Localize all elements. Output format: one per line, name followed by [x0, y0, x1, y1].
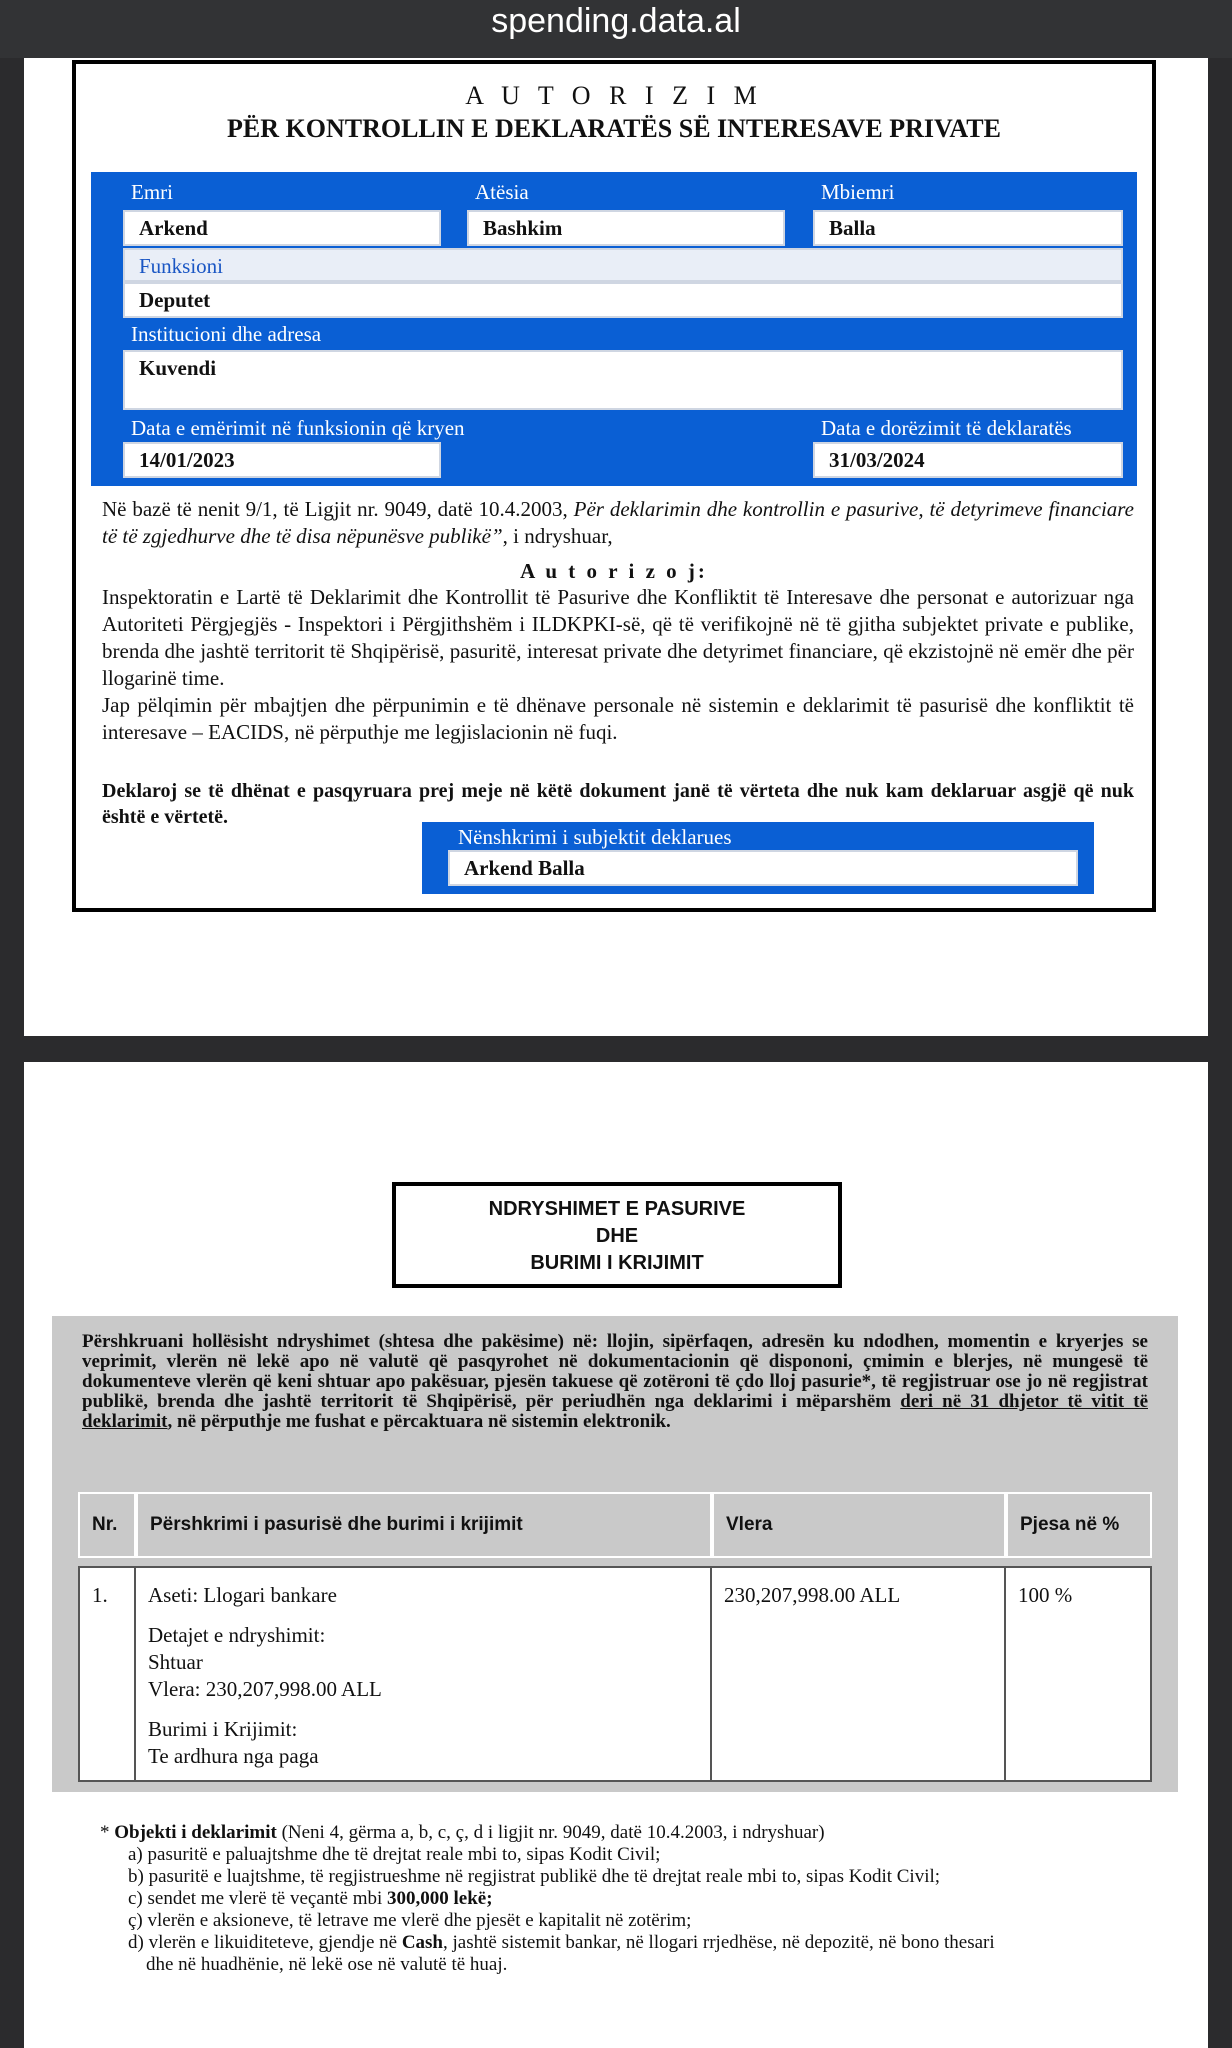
instructions-part-1: Përshkruani hollësisht ndryshimet (shtesa dhe pakësime) në: llojin, sipërfaqen, adresën ku ndodhen, momentin e kryerjes se veprimit, vlerën në lekë apo në valutë që pasqyrohet në dokumentacionin që dispononi, çmimin e blerjes, në mungesë të dokumenteve vlerën që keni shtuar apo pakësuar, pjesën takuese që zotëroni të çdo lloj pasurie*, të regjistruar ose jo në regjistrat publikë, brenda dhe jashtë territorit të Shqipërisë, për periudhën nga deklarimi i mëparshëm: [82, 1331, 1148, 1412]
row-description-cell: [136, 1568, 712, 1780]
surname-field: Balla: [813, 210, 1123, 246]
note-cc: ç) vlerën e aksioneve, të letrave me vlerë dhe pjesët e kapitalit në zotërim;: [128, 1910, 692, 1931]
row-share: 100 %: [1018, 1583, 1073, 1607]
changes-title-box: [392, 1182, 842, 1288]
changes-title-line-2: DHE: [595, 1225, 639, 1247]
institution-field: Kuvendi: [123, 350, 1123, 410]
url-text: spending.data.al: [491, 2, 741, 40]
personal-info-box: [91, 172, 1137, 486]
submission-date-field: 31/03/2024: [813, 442, 1123, 478]
note-d-suffix: , jashtë sistemit bankar, në llogari rrjedhëse, në depozitë, në bono thesari: [443, 1932, 995, 1953]
instructions-underlined: deri në 31 dhjetor të vitit të deklarimit: [82, 1391, 1148, 1432]
legal-basis-text: [102, 496, 1134, 550]
instructions-part-2: , në përputhje me fushat e përcaktuara në sistemin elektronik.: [167, 1411, 671, 1432]
source-label: Burimi i Krijimit:: [148, 1717, 298, 1741]
notes-heading-rest: (Neni 4, gërma a, b, c, ç, d i ligjit nr. 9049, datë 10.4.2003, i ndryshuar): [276, 1822, 825, 1843]
row-value-cell: [712, 1568, 1006, 1780]
institution-label: Institucioni dhe adresa: [131, 322, 322, 346]
note-c: [100, 1888, 1180, 1910]
appointment-date-field: 14/01/2023: [123, 442, 441, 478]
declaration-object-notes: [100, 1822, 1180, 1976]
row-nr: 1.: [92, 1583, 108, 1607]
name-label: Emri: [131, 180, 173, 204]
changes-title-line-1: NDRYSHIMET E PASURIVE: [488, 1198, 746, 1220]
column-header-share: Pjesa në %: [1006, 1492, 1152, 1558]
authorization-title: A U T O R I Z I M: [465, 81, 763, 110]
row-share-cell: [1006, 1568, 1150, 1780]
row-nr-cell: [80, 1568, 136, 1780]
note-d-bold: Cash: [401, 1932, 443, 1953]
assets-table-header: [78, 1492, 1152, 1558]
authorize-heading: A u t o r i z o j:: [520, 559, 708, 583]
signature-field: Arkend Balla: [448, 850, 1078, 886]
changes-title-line-3: BURIMI I KRIJIMIT: [530, 1252, 704, 1274]
notes-heading-bold: Objekti i deklarimit: [114, 1822, 277, 1843]
declaration-text: Deklaroj se të dhënat e pasqyruara prej meje në këtë dokument janë të vërteta dhe nuk kam deklaruar asgjë që nuk është e vërtetë.: [102, 780, 1134, 828]
asset-type: Aseti: Llogari bankare: [148, 1583, 337, 1607]
changes-section: [52, 1316, 1178, 1792]
row-value: 230,207,998.00 ALL: [724, 1583, 901, 1607]
authorize-text: Inspektoratin e Lartë të Deklarimit dhe Kontrollit të Pasurive dhe Konfliktit të Interesave dhe personat e autorizuar nga Autoriteti Përgjegjës - Inspektori i Përgjithshëm i ILDKPKI-së, që të verifikojnë në të gjitha subjektet private e publike, brenda dhe jashtë territorit të Shqipërisë, pasuritë, interesat private dhe detyrimet financiare, që ekzistojnë në emër dhe për llogarinë time.: [102, 585, 1134, 690]
authorization-subtitle: PËR KONTROLLIN E DEKLARATËS SË INTERESAVE PRIVATE: [227, 114, 1001, 143]
details-label: Detajet e ndryshimit:: [148, 1623, 326, 1647]
notes-heading: [100, 1822, 1180, 1844]
document-page-2: [24, 1062, 1208, 2048]
appointment-date-label: Data e emërimit në funksionin që kryen: [131, 416, 465, 440]
father-label: Atësia: [475, 180, 529, 204]
father-field: Bashkim: [467, 210, 785, 246]
consent-text: Jap pëlqimin për mbajtjen dhe përpunimin e të dhënave personale në sistemin e deklarimit të pasurisë dhe konfliktit të interesave – EACIDS, në përputhje me legjislacionin në fuqi.: [102, 693, 1134, 744]
changes-instructions: [82, 1332, 1148, 1432]
note-b: b) pasuritë e luajtshme, të regjistrueshme në regjistrat publikë dhe të drejtat reale mbi to, sipas Kodit Civil;: [128, 1866, 941, 1887]
note-c-bold: 300,000 lekë;: [387, 1888, 493, 1909]
note-d: [100, 1932, 1180, 1954]
change-value: Vlera: 230,207,998.00 ALL: [148, 1677, 382, 1701]
note-d-text: d) vlerën e likuiditeteve, gjendje në: [128, 1932, 402, 1953]
browser-address-bar[interactable]: [0, 0, 1232, 58]
function-field: Deputet: [123, 282, 1123, 318]
authorization-frame: [72, 60, 1156, 912]
name-field: Arkend: [123, 210, 441, 246]
note-c-text: c) sendet me vlerë të veçantë mbi: [128, 1888, 388, 1909]
signature-box: [422, 822, 1094, 894]
notes-star: *: [100, 1822, 115, 1843]
note-a: a) pasuritë e paluajtshme dhe të drejtat reale mbi to, sipas Kodit Civil;: [128, 1844, 661, 1865]
note-d-continued: dhe në huadhënie, në lekë ose në valutë të huaj.: [146, 1954, 508, 1975]
signature-label: Nënshkrimi i subjektit deklarues: [458, 825, 732, 849]
column-header-value: Vlera: [712, 1492, 1006, 1558]
change-type: Shtuar: [148, 1650, 203, 1674]
surname-label: Mbiemri: [821, 180, 895, 204]
document-page-1: [24, 58, 1208, 1036]
submission-date-label: Data e dorëzimit të deklaratës: [821, 416, 1072, 440]
legal-suffix: , i ndryshuar,: [502, 524, 613, 548]
column-header-description: Përshkrimi i pasurisë dhe burimi i krijimit: [136, 1492, 712, 1558]
source-value: Te ardhura nga paga: [148, 1744, 319, 1768]
table-row: [78, 1566, 1152, 1782]
column-header-nr: Nr.: [78, 1492, 136, 1558]
function-label: Funksioni: [123, 248, 1123, 282]
legal-prefix: Në bazë të nenit 9/1, të Ligjit nr. 9049, datë 10.4.2003,: [102, 497, 574, 521]
legal-law-title: Për deklarimin dhe kontrollin e pasurive, të detyrimeve financiare të të zgjedhurve dhe të disa nëpunësve publikë”: [102, 497, 1135, 548]
